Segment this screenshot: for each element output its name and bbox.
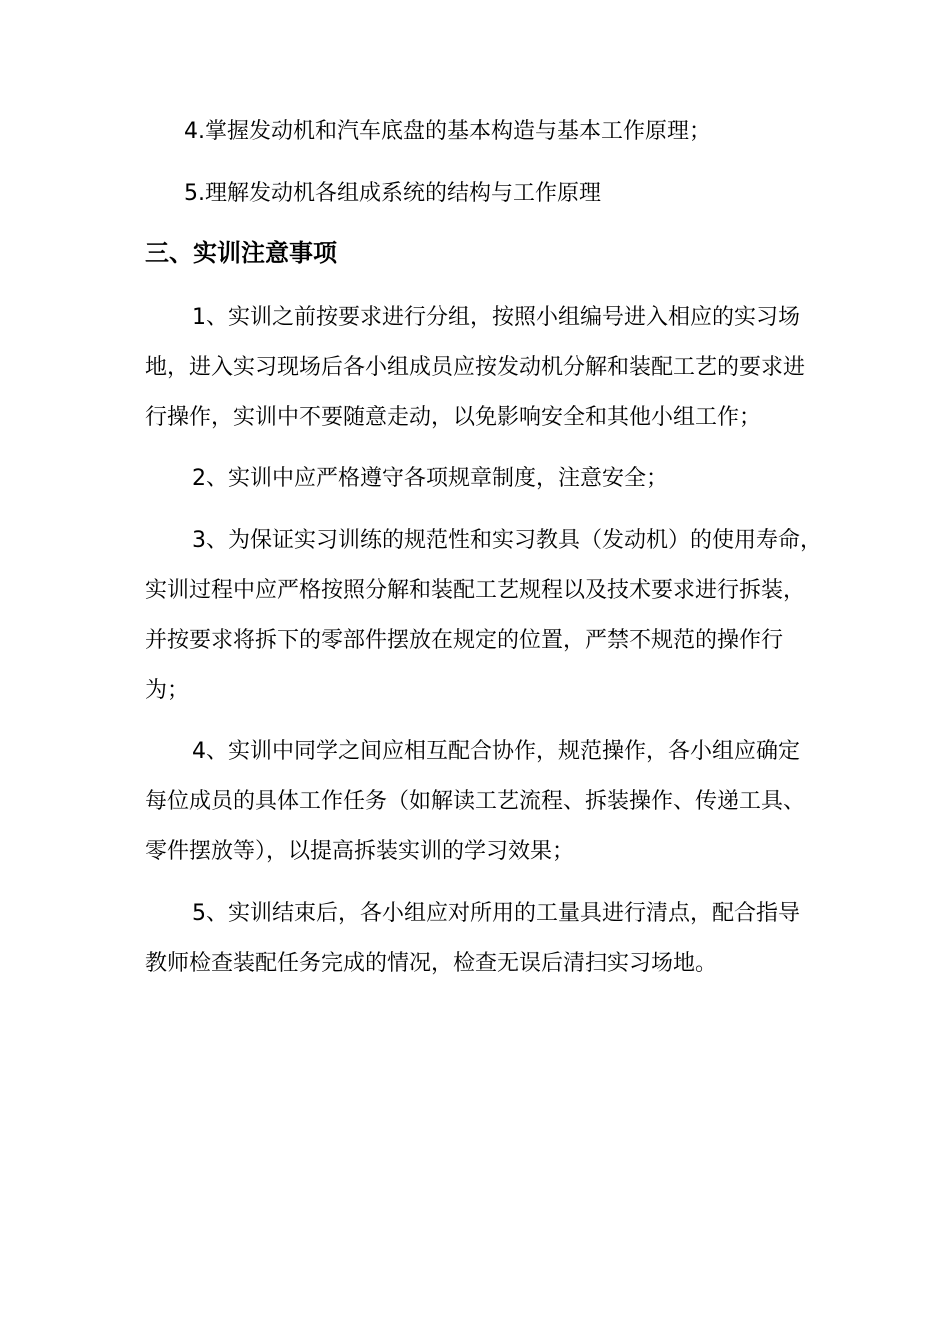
section-heading: 三、实训注意事项 (145, 239, 337, 267)
paragraph-3-line-2: 实训过程中应严格按照分解和装配工艺规程以及技术要求进行拆装， (145, 578, 806, 603)
paragraph-3-line-1: 3、为保证实习训练的规范性和实习教具（发动机）的使用寿命， (192, 528, 822, 553)
paragraph-3-line-4: 为； (145, 678, 190, 703)
list-item-4: 4.掌握发动机和汽车底盘的基本构造与基本工作原理； (184, 119, 711, 144)
paragraph-1-line-1: 1、实训之前按要求进行分组，按照小组编号进入相应的实习场 (192, 305, 800, 330)
paragraph-4-line-3: 零件摆放等），以提高拆装实训的学习效果； (145, 839, 575, 864)
list-item-5: 5.理解发动机各组成系统的结构与工作原理 (184, 181, 601, 206)
paragraph-4-line-1: 4、实训中同学之间应相互配合协作，规范操作，各小组应确定 (192, 739, 800, 764)
paragraph-1-line-2: 地，进入实习现场后各小组成员应按发动机分解和装配工艺的要求进 (145, 355, 806, 380)
paragraph-1-line-3: 行操作，实训中不要随意走动，以免影响安全和其他小组工作； (145, 405, 762, 430)
paragraph-4-line-2: 每位成员的具体工作任务（如解读工艺流程、拆装操作、传递工具、 (145, 789, 806, 814)
paragraph-3-line-3: 并按要求将拆下的零部件摆放在规定的位置，严禁不规范的操作行 (145, 628, 784, 653)
paragraph-5-line-1: 5、实训结束后，各小组应对所用的工量具进行清点，配合指导 (192, 901, 800, 926)
paragraph-2-line-1: 2、实训中应严格遵守各项规章制度，注意安全； (192, 466, 668, 491)
paragraph-5-line-2: 教师检查装配任务完成的情况，检查无误后清扫实习场地。 (145, 951, 718, 976)
